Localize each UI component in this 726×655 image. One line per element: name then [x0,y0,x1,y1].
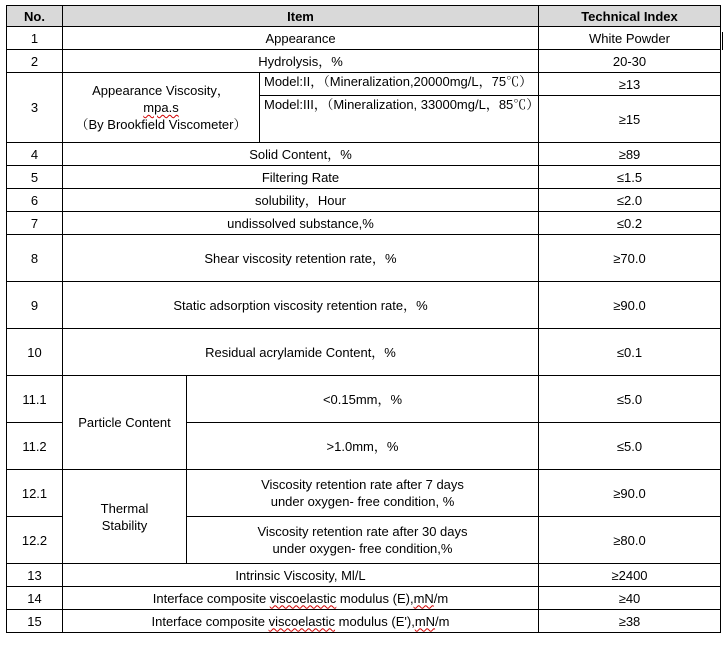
viscosity-group-line3: （By Brookfield Viscometer） [75,117,247,132]
item-text: /m [435,613,450,629]
thermal-line2: Stability [101,517,148,533]
model-ii-cell: Model:II，（Mineralization,20000mg/L，75℃） [260,73,539,96]
row-index: ≤2.0 [539,189,721,212]
particle-content-cell: Particle Content [63,376,187,470]
row-item: undissolved substance,% [63,212,539,235]
row-no: 11.1 [7,376,63,423]
table-row [7,235,721,282]
row-index: ≥13 [539,73,721,96]
item-line2: under oxygen- free condition,% [272,541,453,556]
row-item [63,587,539,610]
row-item: Filtering Rate [63,166,539,189]
table-row [7,564,721,587]
row-item [63,610,539,633]
model-iii-cell: Model:III，（Mineralization, 33000mg/L，85℃） [260,96,539,143]
row-index: ≥70.0 [539,235,721,282]
row-no: 7 [7,212,63,235]
table-header-row [7,6,721,27]
item-text: modulus (E), [336,590,414,606]
row-index: ≥90.0 [539,282,721,329]
item-text: modulus (E'), [335,613,415,629]
table-row [7,27,721,50]
item-text-flagged: viscoelastic [269,590,337,606]
item-text: Interface composite [151,613,269,629]
row-item: Intrinsic Viscosity, Ml/L [63,564,539,587]
row-index: ≥89 [539,143,721,166]
row-no: 10 [7,329,63,376]
row-index: ≥15 [539,96,721,143]
row-index: ≥2400 [539,564,721,587]
row-index: ≤5.0 [539,376,721,423]
table-row [7,470,721,517]
row-no: 15 [7,610,63,633]
row-item [187,470,539,517]
row-item: Appearance [63,27,539,50]
row-index: ≥40 [539,587,721,610]
row-index: ≤1.5 [539,166,721,189]
row-no: 2 [7,50,63,73]
header-no: No. [7,6,63,27]
row-index: 20-30 [539,50,721,73]
row-index: ≤0.2 [539,212,721,235]
table-row [7,50,721,73]
item-line1: Viscosity retention rate after 30 days [257,524,468,539]
item-text: /m [433,590,449,606]
table-row [7,282,721,329]
thermal-stability-cell [63,470,187,564]
table-row [7,143,721,166]
viscosity-group-cell [63,73,260,143]
row-item [187,517,539,564]
row-item: Hydrolysis，% [63,50,539,73]
table-row [7,189,721,212]
row-no: 6 [7,189,63,212]
row-no: 14 [7,587,63,610]
row-no: 5 [7,166,63,189]
row-index: White Powder [539,27,721,50]
table-row [7,212,721,235]
viscosity-group-unit: mpa.s [143,100,179,115]
row-item: >1.0mm，% [187,423,539,470]
item-text-flagged: viscoelastic [268,613,336,629]
table-edge-mark [722,32,723,50]
row-no: 11.2 [7,423,63,470]
table-row [7,587,721,610]
thermal-line1: Thermal [100,500,149,516]
row-no: 12.1 [7,470,63,517]
item-text: Interface composite [152,590,270,606]
row-item: Shear viscosity retention rate，% [63,235,539,282]
row-no: 8 [7,235,63,282]
table-row [7,610,721,633]
row-index: ≥90.0 [539,470,721,517]
row-no: 3 [7,73,63,143]
item-line1: Viscosity retention rate after 7 days [261,477,464,492]
row-index: ≤5.0 [539,423,721,470]
row-no: 13 [7,564,63,587]
row-no: 9 [7,282,63,329]
row-no: 4 [7,143,63,166]
row-item: solubility，Hour [63,189,539,212]
item-text-flagged: mN [414,613,436,629]
table-row [7,73,721,96]
table-row [7,166,721,189]
row-item: Residual acrylamide Content，% [63,329,539,376]
header-item: Item [63,6,539,27]
row-no: 1 [7,27,63,50]
row-no: 12.2 [7,517,63,564]
row-index: ≤0.1 [539,329,721,376]
item-text-flagged: mN [413,590,434,606]
technical-index-table [6,5,721,633]
row-item: <0.15mm，% [187,376,539,423]
row-item: Static adsorption viscosity retention rate，% [63,282,539,329]
row-item: Solid Content，% [63,143,539,166]
row-index: ≥38 [539,610,721,633]
viscosity-group-line1: Appearance Viscosity， [92,83,230,98]
table-row [7,376,721,423]
table-row [7,329,721,376]
header-index: Technical Index [539,6,721,27]
row-index: ≥80.0 [539,517,721,564]
item-line2: under oxygen- free condition, % [270,494,455,509]
